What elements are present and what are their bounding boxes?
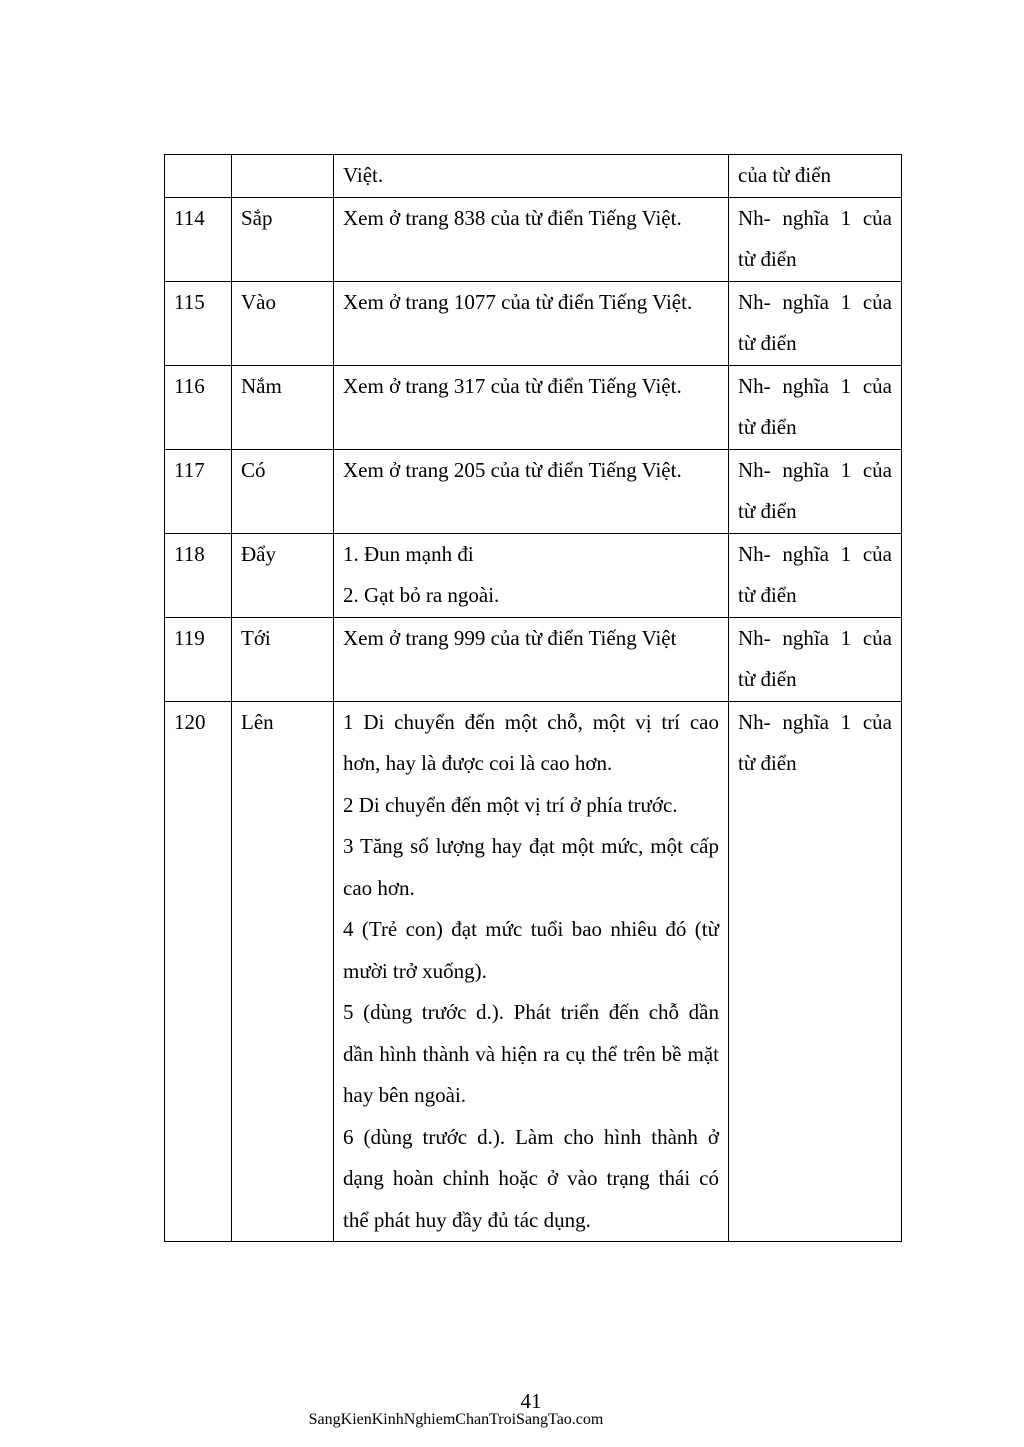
definition-line: 4 (Trẻ con) đạt mức tuổi bao nhiêu đó (từ mười trở xuống).	[343, 917, 719, 983]
entry-note: của từ điển	[729, 155, 902, 198]
definition-line: 2 Di chuyển đến một vị trí ở phía trước.	[343, 792, 678, 817]
entry-note: Nh- nghĩa 1 của từ điển	[729, 449, 902, 533]
definition-line: 2. Gạt bỏ ra ngoài.	[343, 583, 500, 607]
entry-note: Nh- nghĩa 1 của từ điển	[729, 281, 902, 365]
entry-number: 119	[165, 617, 232, 701]
table-row	[165, 449, 902, 533]
entry-definition	[334, 449, 729, 533]
entry-word: Lên	[232, 701, 334, 1242]
page-number: 41	[520, 1389, 542, 1413]
entry-number: 118	[165, 533, 232, 617]
definition-line: Việt.	[343, 163, 384, 187]
definition-line: 3 Tăng số lượng hay đạt một mức, một cấp cao hơn.	[343, 834, 719, 900]
entry-definition	[334, 155, 729, 198]
entry-word: Đẩy	[232, 533, 334, 617]
entry-definition	[334, 365, 729, 449]
entry-word: Sắp	[232, 197, 334, 281]
definition-line: Xem ở trang 838 của từ điển Tiếng Việt.	[343, 205, 682, 230]
entry-number: 116	[165, 365, 232, 449]
dictionary-table	[164, 154, 902, 1242]
entry-number: 115	[165, 281, 232, 365]
definition-line: Xem ở trang 999 của từ điển Tiếng Việt	[343, 625, 677, 650]
entry-definition	[334, 533, 729, 617]
definition-line: Xem ở trang 317 của từ điển Tiếng Việt.	[343, 373, 682, 398]
definition-line: 1. Đun mạnh đi	[343, 541, 474, 566]
entry-number: 114	[165, 197, 232, 281]
table-row	[165, 617, 902, 701]
table-row	[165, 197, 902, 281]
definition-line: Xem ở trang 205 của từ điển Tiếng Việt.	[343, 457, 682, 482]
table-row	[165, 533, 902, 617]
entry-number: 120	[165, 701, 232, 1242]
entry-word	[232, 155, 334, 198]
entry-note: Nh- nghĩa 1 của từ điển	[729, 365, 902, 449]
entry-definition	[334, 617, 729, 701]
entry-word: Có	[232, 449, 334, 533]
site-footer: SangKienKinhNghiemChanTroiSangTao.com	[308, 1411, 604, 1428]
definition-line: Xem ở trang 1077 của từ điển Tiếng Việt.	[343, 289, 693, 314]
table-row	[165, 281, 902, 365]
entry-word: Tới	[232, 617, 334, 701]
entry-number	[165, 155, 232, 198]
entry-word: Nắm	[232, 365, 334, 449]
entry-word: Vào	[232, 281, 334, 365]
definition-line: 1 Di chuyển đến một chỗ, một vị trí cao hơn, hay là được coi là cao hơn.	[343, 709, 719, 775]
entry-note: Nh- nghĩa 1 của từ điển	[729, 617, 902, 701]
entry-note: Nh- nghĩa 1 của từ điển	[729, 533, 902, 617]
entry-definition	[334, 281, 729, 365]
definition-line: 5 (dùng trước d.). Phát triển đến chỗ dần dần hình thành và hiện ra cụ thể trên bề mặt hay bên ngoài.	[343, 1000, 719, 1107]
entry-definition	[334, 197, 729, 281]
table-row	[165, 365, 902, 449]
table-row	[165, 701, 902, 1242]
entry-definition	[334, 701, 729, 1242]
entry-number: 117	[165, 449, 232, 533]
table-row	[165, 155, 902, 198]
definition-line: 6 (dùng trước d.). Làm cho hình thành ở dạng hoàn chỉnh hoặc ở vào trạng thái có thể phát huy đầy đủ tác dụng.	[343, 1124, 719, 1232]
entry-note: Nh- nghĩa 1 của từ điển	[729, 701, 902, 1242]
entry-note: Nh- nghĩa 1 của từ điển	[729, 197, 902, 281]
